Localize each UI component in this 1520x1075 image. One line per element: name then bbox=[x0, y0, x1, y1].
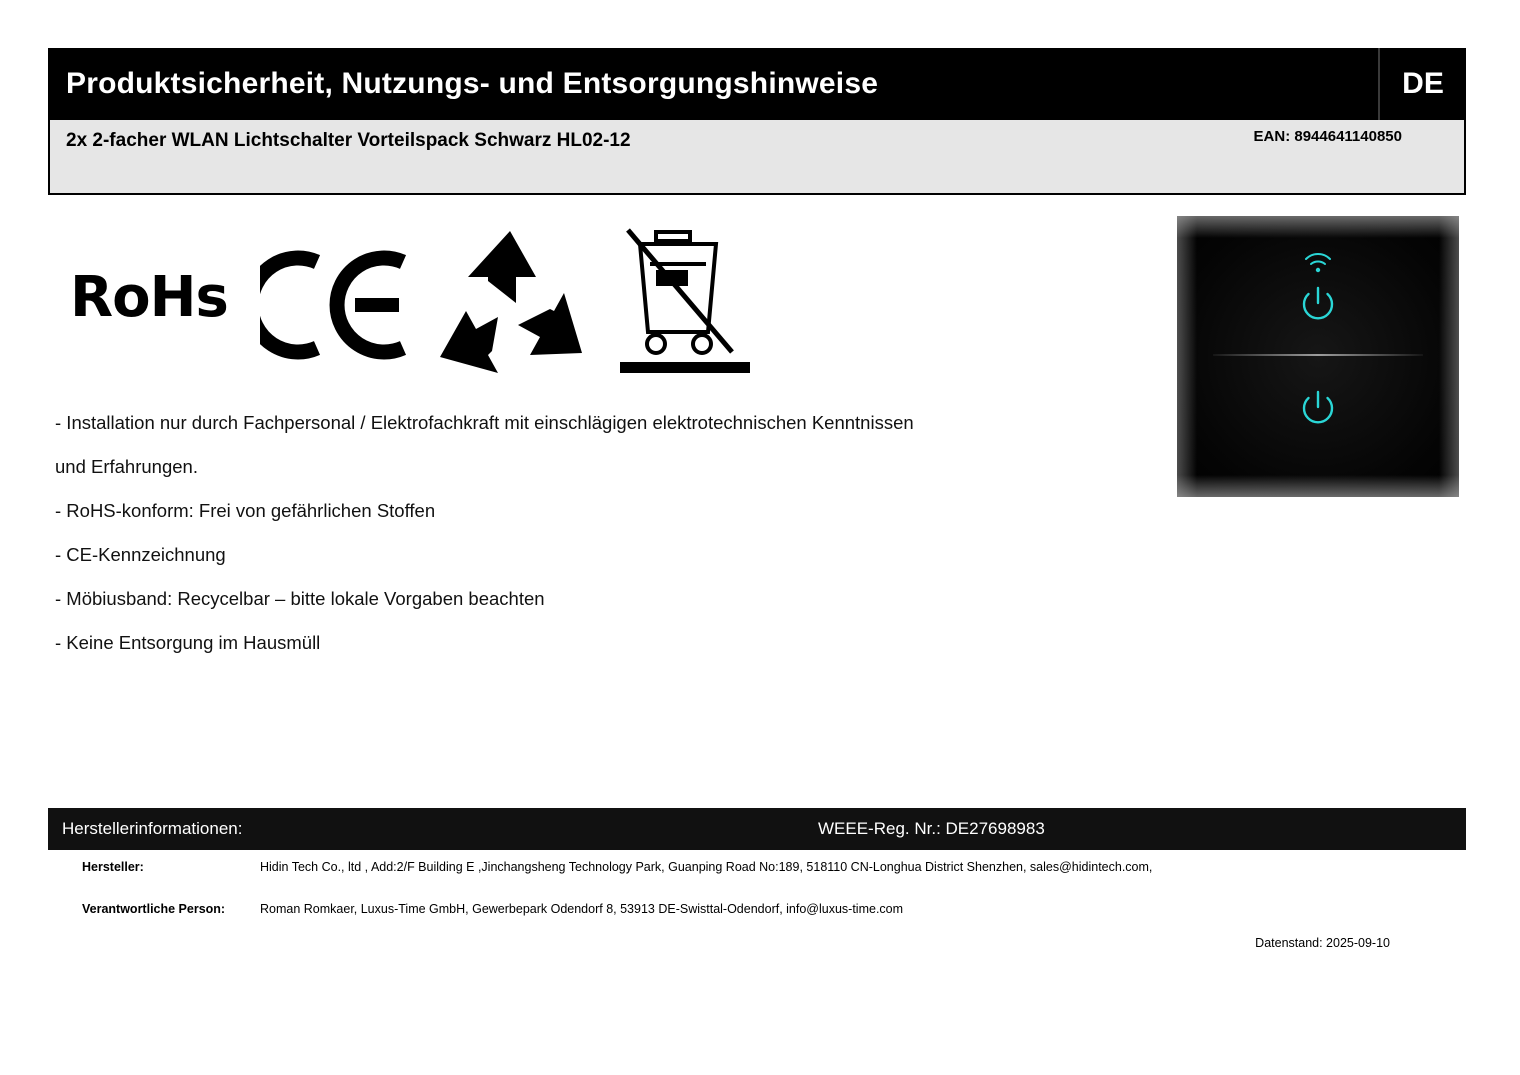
page-title: Produktsicherheit, Nutzungs- und Entsorgungshinweise bbox=[66, 67, 879, 100]
power-icon[interactable] bbox=[1301, 390, 1335, 428]
header-bar bbox=[48, 48, 1466, 120]
subheader-bar bbox=[48, 120, 1466, 195]
rohs-label: RoHs bbox=[70, 265, 228, 330]
safety-notes-list bbox=[55, 405, 1105, 669]
manufacturer-details bbox=[48, 860, 1466, 950]
list-item: und Erfahrungen. bbox=[55, 456, 198, 477]
list-item: - RoHS-konform: Frei von gefährlichen Stoffen bbox=[55, 500, 436, 521]
compliance-symbols bbox=[70, 215, 790, 390]
manufacturer-info-bar bbox=[48, 808, 1466, 850]
panel-bevel-top bbox=[1177, 216, 1459, 238]
power-icon[interactable] bbox=[1301, 286, 1335, 324]
list-item: - CE-Kennzeichnung bbox=[55, 544, 226, 565]
list-item: - Möbiusband: Recycelbar – bitte lokale Vorgaben beachten bbox=[55, 588, 545, 609]
manufacturer-info-label: Herstellerinformationen: bbox=[62, 819, 243, 838]
datenstand: Datenstand: 2025-09-10 bbox=[1255, 936, 1390, 950]
responsible-person-label: Verantwortliche Person: bbox=[82, 902, 226, 916]
weee-registration-number: WEEE-Reg. Nr.: DE27698983 bbox=[818, 819, 1045, 838]
panel-divider bbox=[1213, 354, 1423, 356]
panel-bevel-bottom bbox=[1177, 475, 1459, 497]
wifi-icon bbox=[1303, 252, 1333, 274]
list-item: - Installation nur durch Fachpersonal / Elektrofachkraft mit einschlägigen elektrotechnischen Kenntnissen bbox=[55, 412, 914, 433]
list-item: - Keine Entsorgung im Hausmüll bbox=[55, 632, 321, 653]
ce-marking-icon bbox=[260, 250, 410, 360]
header-section bbox=[48, 48, 1466, 195]
mobius-loop-recycling-icon bbox=[430, 225, 590, 375]
responsible-person-value: Roman Romkaer, Luxus-Time GmbH, Gewerbepark Odendorf 8, 53913 DE-Swisttal-Odendorf, info@luxus-time.com bbox=[260, 902, 904, 916]
table-row bbox=[48, 860, 1466, 902]
manufacturer-value: Hidin Tech Co., ltd , Add:2/F Building E ,Jinchangsheng Technology Park, Guanping Road No:189, 518110 CN-Longhua District Shenzhen, sales@hidintech.com, bbox=[260, 860, 1153, 874]
language-code: DE bbox=[1402, 67, 1444, 100]
manufacturer-label: Hersteller: bbox=[82, 860, 144, 874]
weee-crossed-out-wheelie-bin-icon bbox=[620, 220, 750, 380]
panel-bevel-left bbox=[1177, 216, 1197, 497]
table-row bbox=[48, 902, 1466, 944]
language-badge bbox=[1378, 48, 1466, 120]
product-name: 2x 2-facher WLAN Lichtschalter Vorteilspack Schwarz HL02-12 bbox=[66, 130, 631, 151]
ean-code: EAN: 8944641140850 bbox=[1253, 128, 1402, 145]
product-image bbox=[1177, 216, 1459, 497]
panel-bevel-right bbox=[1439, 216, 1459, 497]
